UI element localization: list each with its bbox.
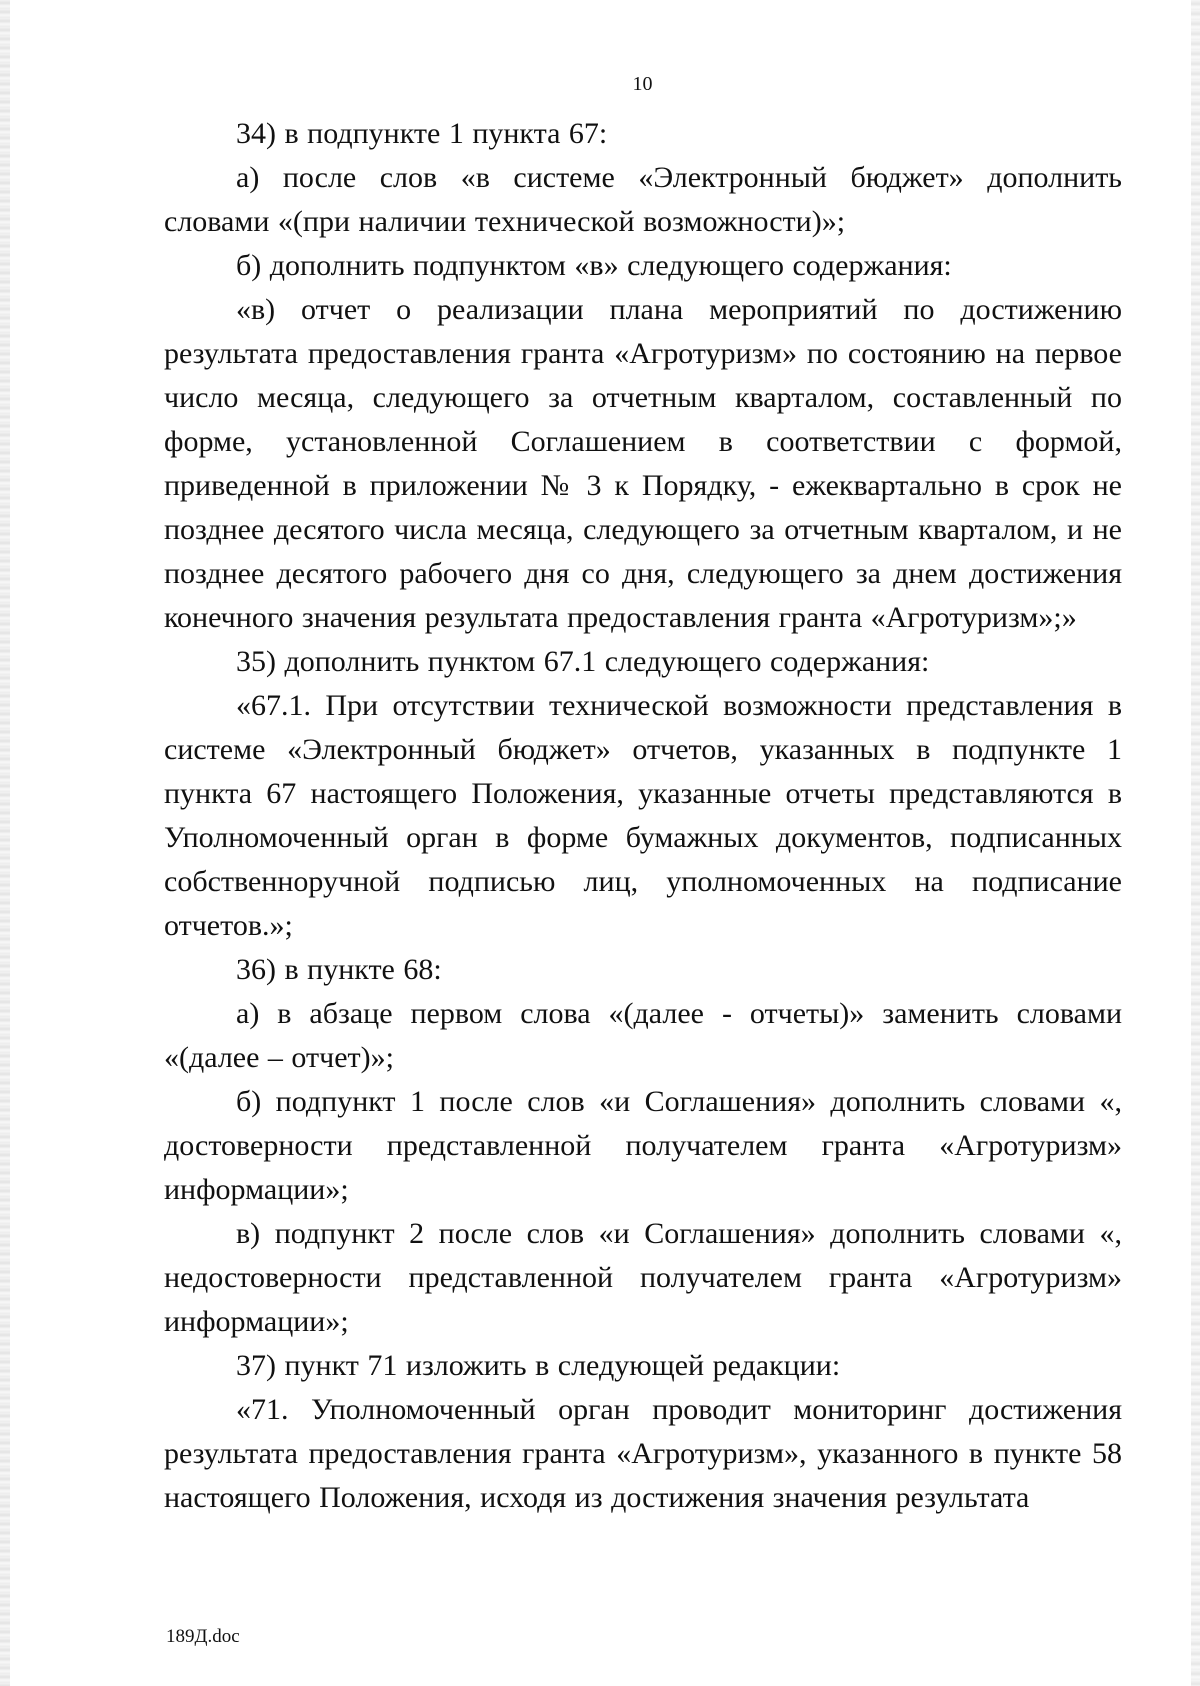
page-number: 10 bbox=[632, 73, 653, 95]
footer-filename: 189Д.doc bbox=[166, 1626, 240, 1647]
paragraph-34: 34) в подпункте 1 пункта 67: bbox=[236, 117, 608, 150]
scan-edge-left bbox=[0, 0, 10, 1686]
paragraph-35-quote: «67.1. При отсутствии технической возможности представления в системе «Электронный бюджет» отчетов, указанных в подпункте 1 пункта 67 настоящего Положения, указанные отчеты представляются в Уполномоченный орган в форме бумажных документов, подписанных собственноручной подписью лиц, уполномоченных на подписание отчетов.»; bbox=[164, 689, 1122, 942]
paragraph-37-quote: «71. Уполномоченный орган проводит мониторинг достижения результата предоставления гранта «Агротуризм», указанного в пункте 58 настоящего Положения, исходя из достижения значения результата bbox=[164, 1393, 1122, 1514]
paragraph-36-a: а) в абзаце первом слова «(далее - отчеты)» заменить словами «(далее – отчет)»; bbox=[164, 997, 1122, 1074]
paragraph-36-b: б) подпункт 1 после слов «и Соглашения» дополнить словами «, достоверности представленной получателем гранта «Агротуризм» информации»; bbox=[164, 1085, 1122, 1206]
paragraph-34-b-quote: «в) отчет о реализации плана мероприятий по достижению результата предоставления гранта «Агротуризм» по состоянию на первое число месяца, следующего за отчетным кварталом, составленный по форме, установленной Соглашением в соответствии с формой, приведенной в приложении № 3 к Порядку, - ежеквартально в срок не позднее десятого числа месяца, следующего за отчетным кварталом, и не позднее десятого рабочего дня со дня, следующего за днем достижения конечного значения результата предоставления гранта «Агротуризм»;» bbox=[164, 293, 1122, 634]
paragraph-36: 36) в пункте 68: bbox=[236, 953, 442, 986]
scan-edge-right bbox=[1191, 0, 1200, 1686]
paragraph-37: 37) пункт 71 изложить в следующей редакции: bbox=[236, 1349, 841, 1382]
paragraph-35: 35) дополнить пунктом 67.1 следующего содержания: bbox=[236, 645, 930, 678]
paragraph-34-a: а) после слов «в системе «Электронный бюджет» дополнить словами «(при наличии технической возможности)»; bbox=[164, 161, 1122, 238]
paragraph-34-b: б) дополнить подпунктом «в» следующего содержания: bbox=[236, 249, 952, 282]
paragraph-36-c: в) подпункт 2 после слов «и Соглашения» дополнить словами «, недостоверности представленной получателем гранта «Агротуризм» информации»; bbox=[164, 1217, 1122, 1338]
document-body bbox=[164, 112, 1122, 1520]
